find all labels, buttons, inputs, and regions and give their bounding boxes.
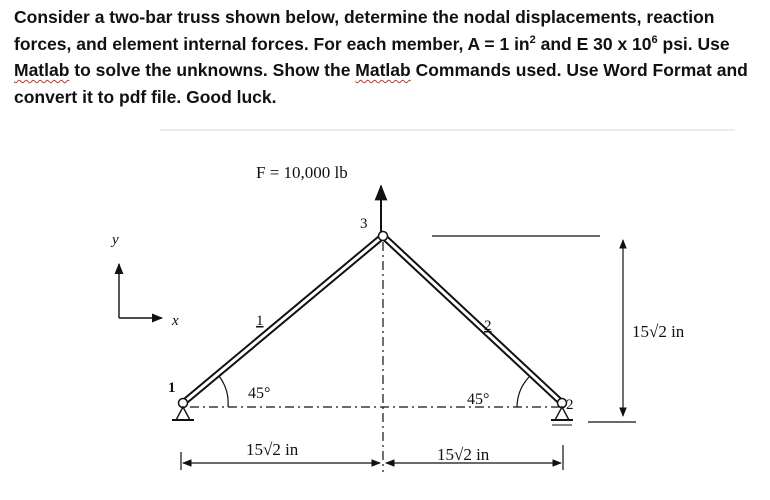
element-1-bar xyxy=(183,236,383,403)
angle-right-label: 45° xyxy=(467,391,490,408)
angle-arc-right xyxy=(517,377,529,407)
dim-height-label: 15√2 in xyxy=(632,322,685,341)
matlab-word: Matlab xyxy=(14,60,70,80)
modulus-exponent: 6 xyxy=(651,33,658,46)
node-2-label: 2 xyxy=(566,397,574,413)
x-axis-label: x xyxy=(172,313,179,329)
problem-text: Commands used. Use Word Format and convert it to pdf file. Good luck. xyxy=(14,60,748,107)
node-3-pin xyxy=(379,232,388,241)
dim-right-label: 15√2 in xyxy=(437,445,490,464)
force-label: F = 10,000 lb xyxy=(256,163,348,182)
problem-text: Consider a two-bar truss shown below, determine the nodal displacements, reaction forces, and element internal forces. For each member, A = 1 in xyxy=(14,7,715,54)
problem-text: to solve the unknowns. Show the xyxy=(69,60,356,80)
matlab-word: Matlab xyxy=(355,60,411,80)
angle-arc-left xyxy=(219,376,228,407)
angle-left-label: 45° xyxy=(248,385,271,402)
dim-left-label: 15√2 in xyxy=(246,440,299,459)
element-2-label: 2 xyxy=(484,318,492,334)
area-exponent: 2 xyxy=(529,33,536,46)
node-1-support xyxy=(172,399,194,421)
node-3-label: 3 xyxy=(360,216,368,232)
node-1-label: 1 xyxy=(168,380,176,396)
problem-text: psi. Use xyxy=(657,33,730,54)
element-2-bar xyxy=(383,236,562,403)
element-1-label: 1 xyxy=(256,313,264,329)
problem-text: and E 30 x 10 xyxy=(535,33,652,54)
y-axis-label: y xyxy=(112,232,119,248)
